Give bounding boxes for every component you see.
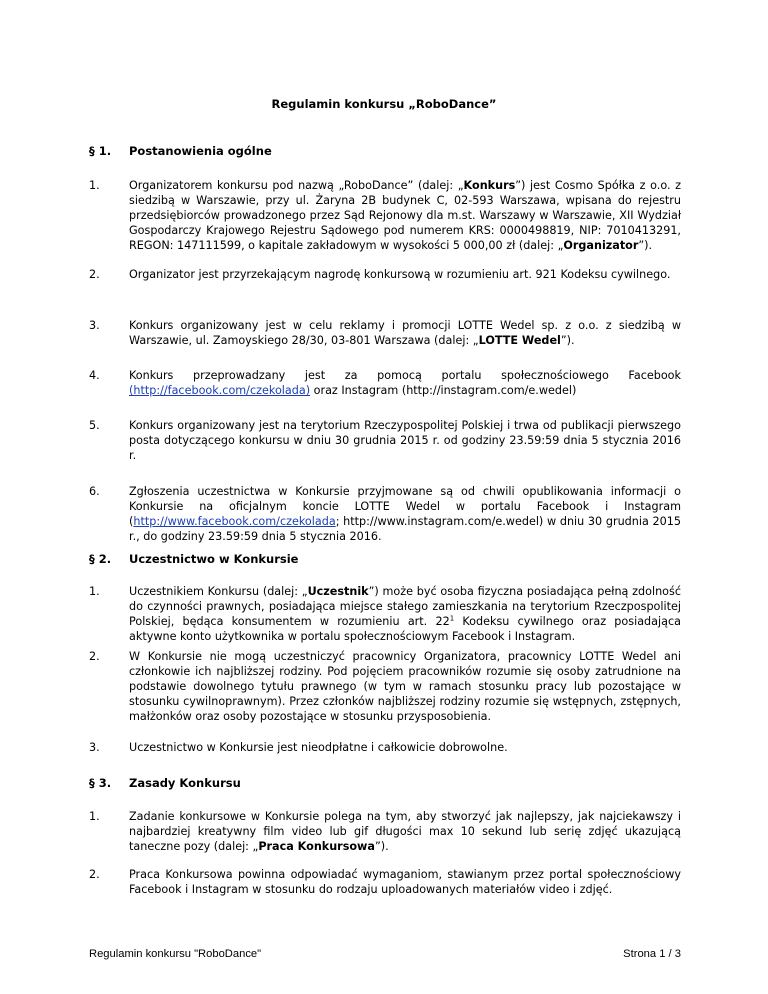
paragraph-3-1: 1. Zadanie konkursowe w Konkursie polega na tym, aby stworzyć jak najlepszy, jak najciekawszy i najbardziej kreatywny film video lub gif długości max 10 sekund lub serię zdjęć ukazującą taneczne pozy (dalej: „Praca Konkursowa”). — [89, 810, 681, 853]
paragraph-1-6: 6. Zgłoszenia uczestnictwa w Konkursie przyjmowane są od chwili opublikowania informacji o Konkursie na oficjalnym koncie LOTTE Wedel w portalu Facebook i Instagram (http://www.facebook.com/czekolada; http://www.instagram.com/e.wedel) w dniu 30 grudnia 2015 r., do godziny 23.59:59 dnia 5 stycznia 2016. — [89, 485, 681, 543]
page-footer — [89, 948, 681, 960]
paragraph-2-2: 2. W Konkursie nie mogą uczestniczyć pracownicy Organizatora, pracownicy LOTTE Wedel ani członkowie ich najbliższej rodziny. Pod pojęciem pracowników rozumie się osoby zatrudnione na podstawie dowolnego tytułu prawnego (w tym w ramach stosunku pracy lub pozostające w stosunku cywilnoprawnym). Przez członków najbliższej rodziny rozumie się wstępnych, zstępnych, małżonków oraz osoby pozostające w stosunku przysposobienia. — [89, 650, 681, 723]
page-number: Strona 1 / 3 — [623, 948, 681, 960]
section-heading-2: § 2. Uczestnictwo w Konkursie — [89, 552, 299, 566]
paragraph-2-1: 1. Uczestnikiem Konkursu (dalej: „Uczestnik”) może być osoba fizyczna posiadająca pełną zdolność do czynności prawnych, posiadająca miejsce stałego zamieszkania na terytorium Rzeczpospolitej Polskiej, będąca konsumentem w rozumieniu art. $22^1$ Kodeksu cywilnego oraz posiadająca aktywne konto użytkownika w portalu społecznościowym Facebook i Instagram. — [89, 585, 681, 643]
paragraph-1-1: 1. Organizatorem konkursu pod nazwą „RoboDance” (dalej: „Konkurs”) jest Cosmo Spółka z o.o. z siedzibą w Warszawie, przy ul. Żaryna 2B budynek C, 02-593 Warszawa, wpisana do rejestru przedsiębiorców prowadzonego przez Sąd Rejonowy dla m.st. Warszawy w Warszawie, XII Wydział Gospodarczy Krajowego Rejestru Sądowego pod numerem KRS: 0000498819, NIP: 7010413291, REGON: 147111599, o kapitale zakładowym w wysokości 5 000,00 zł (dalej: „Organizator”). — [89, 179, 681, 252]
facebook-link-2[interactable]: http://www.facebook.com/czekolada — [133, 515, 336, 528]
paragraph-1-3: 3. Konkurs organizowany jest w celu reklamy i promocji LOTTE Wedel sp. z o.o. z siedzibą w Warszawie, ul. Zamoyskiego 28/30, 03-801 Warszawa (dalej: „LOTTE Wedel”). — [89, 319, 681, 347]
paragraph-1-2: 2. Organizator jest przyrzekającym nagrodę konkursową w rozumieniu art. 921 Kodeksu cywilnego. — [89, 268, 671, 281]
section-heading-3: § 3. Zasady Konkursu — [89, 776, 241, 790]
paragraph-3-2: 2. Praca Konkursowa powinna odpowiadać wymaganiom, stawianym przez portal społecznościowy Facebook i Instagram w stosunku do rodzaju uploadowanych materiałów video i zdjęć. — [89, 868, 681, 896]
section-number: § 1. — [89, 144, 112, 158]
paragraph-1-5: 5. Konkurs organizowany jest na terytorium Rzeczypospolitej Polskiej i trwa od publikacji pierwszego posta dotyczącego konkursu w dniu 30 grudnia 2015 r. od godziny 23.59:59 dnia 5 stycznia 2016 r. — [89, 419, 681, 462]
paragraph-2-3: 3. Uczestnictwo w Konkursie jest nieodpłatne i całkowicie dobrowolne. — [89, 741, 508, 754]
section-title: Postanowienia ogólne — [129, 144, 272, 158]
section-heading-1 — [89, 144, 272, 158]
document-title: Regulamin konkursu „RoboDance” — [271, 97, 497, 111]
paragraph-1-4: 4. Konkurs przeprowadzany jest za pomocą portalu społecznościowego Facebook (http://facebook.com/czekolada) oraz Instagram (http://instagram.com/e.wedel) — [89, 369, 681, 397]
footer-title: Regulamin konkursu "RoboDance" — [89, 948, 262, 960]
facebook-link[interactable]: (http://facebook.com/czekolada) — [129, 384, 311, 397]
